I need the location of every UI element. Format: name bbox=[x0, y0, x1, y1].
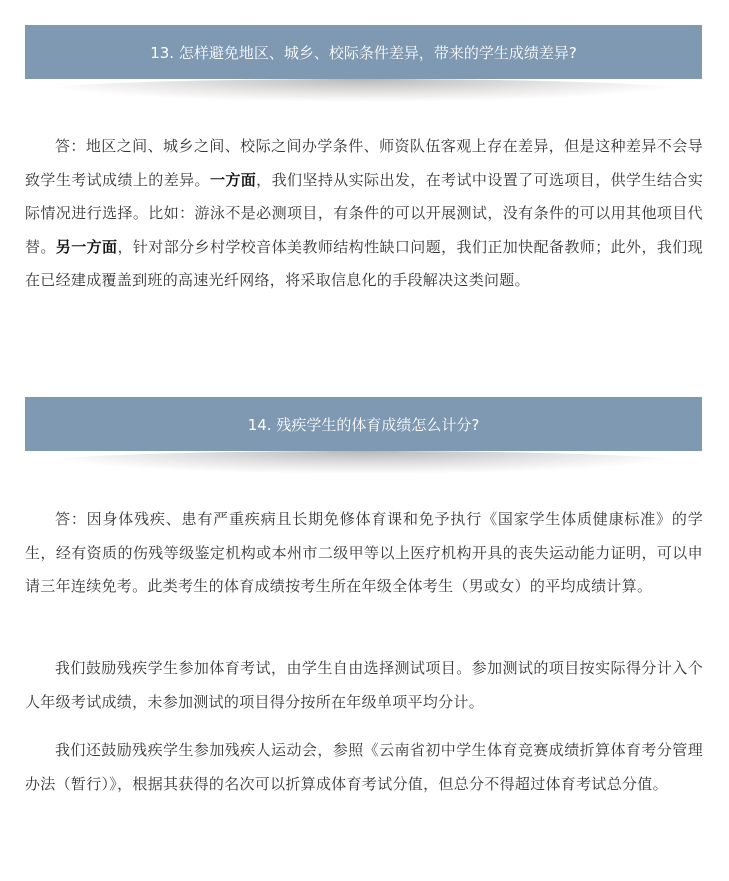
header-shadow bbox=[45, 451, 682, 473]
bold-emphasis: 另一方面 bbox=[55, 237, 118, 256]
question-14-answer-paragraph-1: 答：因身体残疾、患有严重疾病且长期免修体育课和免予执行《国家学生体质健康标准》的学生，经有资质的伤残等级鉴定机构或本州市二级甲等以上医疗机构开具的丧失运动能力证明，可以申请三年连续免考。此类考生的体育成绩按考生所在年级全体考生（男或女）的平均成绩计算。 bbox=[25, 510, 703, 595]
answer-text: 答：地区之间、城乡之间、校际之间办学条件、师资队伍客观上存在差异，但是这种差异不会导致学生考试成绩上的差异。 bbox=[25, 137, 703, 189]
question-14-answer-paragraph-2: 我们鼓励残疾学生参加体育考试，由学生自由选择测试项目。参加测试的项目按实际得分计入个人年级考试成绩，未参加测试的项目得分按所在年级单项平均分计。 bbox=[25, 659, 703, 711]
answer-text: ，针对部分乡村学校音体美教师结构性缺口问题，我们正加快配备教师；此外，我们现在已经建成覆盖到班的高速光纤网络，将采取信息化的手段解决这类问题。 bbox=[25, 237, 704, 289]
question-14-answer-paragraph-3: 我们还鼓励残疾学生参加残疾人运动会，参照《云南省初中学生体育竞赛成绩折算体育考分管理办法（暂行）》，根据其获得的名次可以折算成体育考试分值，但总分不得超过体育考试总分值。 bbox=[25, 741, 703, 793]
question-13-title: 13. 怎样避免地区、城乡、校际条件差异，带来的学生成绩差异? bbox=[150, 43, 577, 62]
question-13-answer bbox=[25, 130, 703, 298]
question-14-header bbox=[25, 397, 702, 451]
answer-text: ，我们坚持从实际出发，在考试中设置了可选项目，供学生结合实际情况进行选择。比如：游泳不是必测项目，有条件的可以开展测试，没有条件的可以用其他项目代替。 bbox=[25, 170, 703, 256]
question-13-header bbox=[25, 25, 702, 79]
header-shadow bbox=[45, 79, 682, 101]
question-14-title: 14. 残疾学生的体育成绩怎么计分? bbox=[247, 415, 480, 434]
bold-emphasis: 一方面 bbox=[209, 170, 257, 189]
